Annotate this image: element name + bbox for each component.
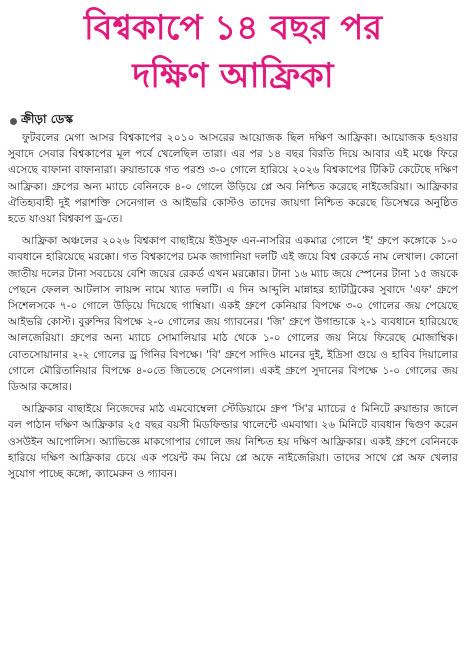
article-body (8, 130, 458, 488)
paragraph-2: আফ্রিকা অঞ্চলের ২০২৬ বিশ্বকাপ বাছাইয়ে ইউসুফ এন-নাসরির একমাত্র গোলে 'ই' গ্রুপে কঙ্গোকে ১-০ ব্যবধানে হারিয়েছে মরক্কো। গত বিশ্বকাপের চমক জাগানিয়া দলটি এই জয়ে বিশ্ব রেকর্ডে নাম লেখাল। কোনো জাতীয় দলের টানা সবচেয়ে বেশি জয়ের রেকর্ড এখন মরক্কোর। টানা ১৬ ম্যাচ জয়ে স্পেনের টানা ১৫ জয়কে পেছনে ফেলল আটলাস লায়ন্স নামে খ্যাত দলটি। এ দিন আব্দুলি মান্নাহর হ্যাটট্রিকের সুবাদে 'এফ' গ্রুপে সিশেলসকে ৭-০ গোলে উড়িয়ে দিয়েছে গাম্বিয়া। একই গ্রুপে কেনিয়ার বিপক্ষে ৩-০ গোলের জয় পেয়েছে আইভরি কোস্ট। বুরুন্দির বিপক্ষে ২-০ গোলের জয় গ্যাবনের। 'জি' গ্রুপে উগান্ডাকে ২-১ ব্যবধানে হারিয়েছে আলজেরিয়া। গ্রুপের অন্য ম্যাচে সোমালিয়ার মাঠ থেকে ১-০ গোলের জয় নিয়ে ফিরেছে মোজাম্বিক। বোতসোয়ানার ২-২ গোলের ড্র গিনির বিপক্ষে। 'বি' গ্রুপে সাদিও মানের দুই, ইদ্রিসা গুয়ে ও হাবিব দিয়ালোর গোলে মৌরিতানিয়ার বিপক্ষে ৪-০তে জিতেছে সেনেগাল। একই গ্রুপে সুদানের বিপক্ষে ১-০ গোলের জয় ডিআর কঙ্গোর। (8, 235, 458, 394)
headline-line-1: বিশ্বকাপে ১৪ বছর পর (83, 8, 383, 48)
byline-text: ক্রীড়া ডেস্ক (21, 112, 74, 126)
byline (10, 111, 73, 131)
paragraph-1: ফুটবলের মেগা আসর বিশ্বকাপের ২০১০ আসরের আয়োজক ছিল দক্ষিণ আফ্রিকা। আয়োজক হওয়ার সুবাদে সেবার বিশ্বকাপের মূল পর্বে খেলেছিল তারা। এর পর ১৪ বছর বিরতি দিয়ে আবার এই মঞ্চে ফিরে এসেছে বাফানা বাফানারা। রুয়ান্ডাকে গত পরশু ৩-০ গোলে হারিয়ে ২০২৬ বিশ্বকাপের টিকিট কেটেছে দক্ষিণ আফ্রিকা। গ্রুপের অন্য ম্যাচে বেনিনকে ৪-০ গোলে উড়িয়ে প্লে অব নিশ্চিত করেছে নাইজেরিয়া। আফ্রিকার ঐতিহ্যবাহী দুই পরাশক্তি সেনেগাল ও আইভরি কোস্টও তাদের জায়গা নিশ্চিত করেছে ডিসেম্বরে অনুষ্ঠিত হতে যাওয়া বিশ্বকাপ ড্র-তে। (8, 132, 458, 226)
headline-line-2: দক্ষিণ আফ্রিকা (132, 56, 334, 96)
paragraph-3: আফ্রিকার বাছাইয়ে নিজেদের মাঠ এমবোম্বেলা স্টেডিয়ামে গ্রুপ 'সি'র ম্যাচের ৫ মিনিটে রুয়ান্ডার জালে বল পাঠান দক্ষিণ আফ্রিকার ২৫ বছর বয়সী মিডফিল্ডার থালেন্টে এমবাথা। ২৬ মিনিটে ব্যবধান দ্বিগুণ করেন ওসউইন আপোলিস। অ্যাভিজ্ঞে মাকগোপার গোলে জয় নিশ্চিত হয় দক্ষিণ আফ্রিকার। একই গ্রুপে বেনিনকে হারিয়ে দক্ষিণ আফ্রিকার চেয়ে এক পয়েন্ট কম নিয়ে প্লে অফে নাইজেরিয়া। তাদের সাথে প্লে অফ খেলার সুযোগ পাচ্ছে কঙ্গো, ক্যামেরুন ও গ্যাবন। (8, 403, 458, 481)
headline (0, 4, 466, 100)
bullet-icon (10, 118, 17, 125)
